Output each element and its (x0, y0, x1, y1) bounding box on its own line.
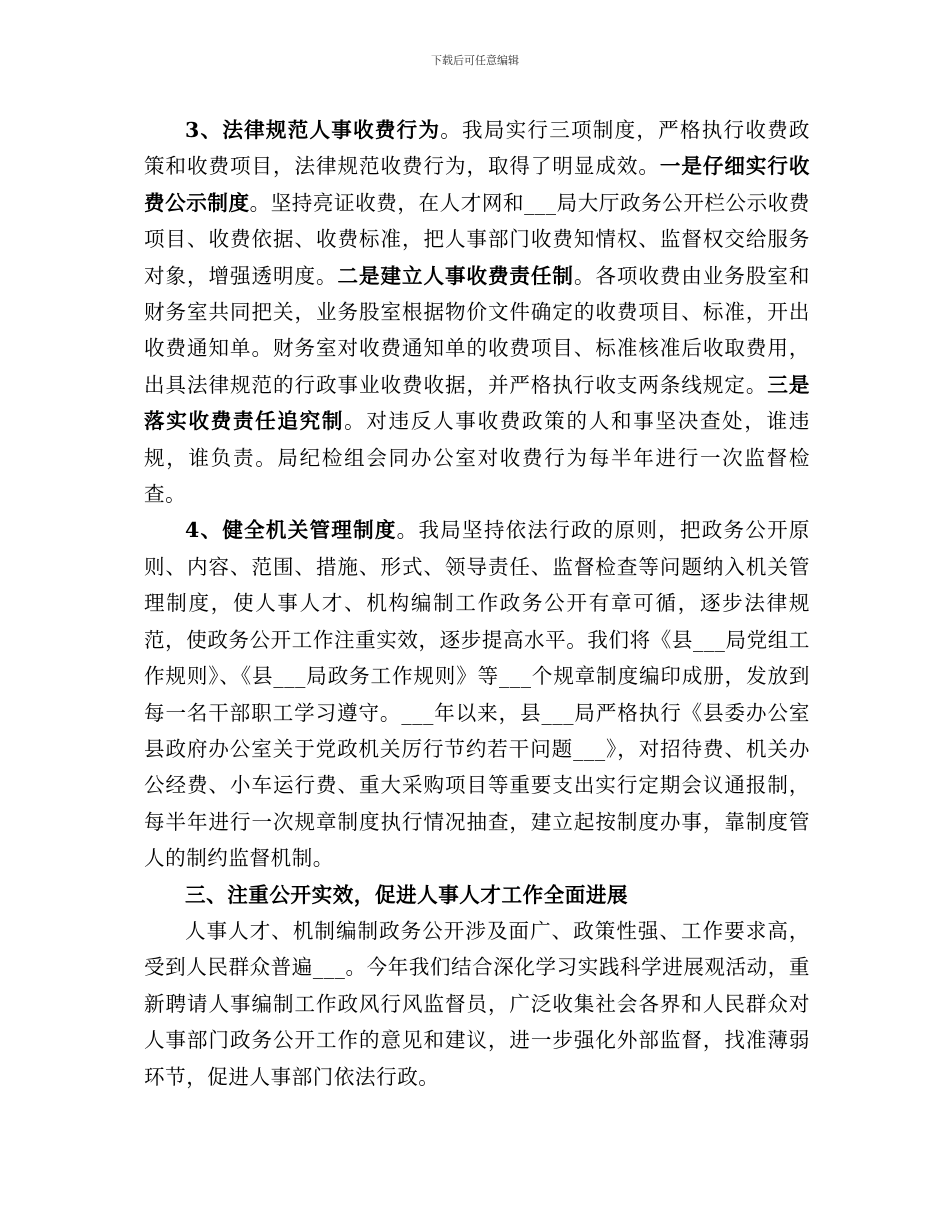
page-header: 下载后可任意编辑 (431, 54, 519, 67)
para-text: 。我局坚持依法行政的原则，把政务公开原则、内容、范围、措施、形式、领导责任、监督检查等问题纳入机关管理制度，使人事人才、机构编制工作政务公开有章可循，逐步法律规范，使政务公开工作注重实效，逐步提高水平。我们将《县___局党组工作规则》、《县___局政务工作规则》等___个规章制度编印成册，发放到每一名干部职工学习遵守。___年以来，县___局严格执行《县委办公室县政府办公室关于党政机关厉行节约若干问题___》，对招待费、机关办公经费、小车运行费、重大采购项目等重要支出实行定期会议通报制，每半年进行一次规章制度执行情况抽查，建立起按制度办事，靠制度管人的制约监督机制。 (144, 518, 810, 871)
section-heading: 三、注重公开实效，促进人事人才工作全面进展 (185, 882, 629, 907)
paragraph-fee-regulation (144, 112, 810, 512)
para-heading: 4、健全机关管理制度 (185, 518, 397, 543)
document-body (144, 112, 810, 1095)
point-heading: 三是落实收费责任追究制 (144, 372, 811, 434)
point-heading: 二是建立人事收费责任制 (337, 263, 574, 288)
para-heading: 3、法律规范人事收费行为 (185, 118, 441, 142)
paragraph-management-system (144, 512, 810, 876)
para-text: 。各项收费由业务股室和财务室共同把关，业务股室根据物价文件确定的收费项目、标准，开出收费通知单。财务室对收费通知单的收费项目、标准核准后收取费用，出具法律规范的行政事业收费收据，并严格执行收支两条线规定。 (144, 263, 810, 397)
paragraph-public-supervision: 人事人才、机制编制政务公开涉及面广、政策性强、工作要求高，受到人民群众普遍___。今年我们结合深化学习实践科学进展观活动，重新聘请人事编制工作政风行风监督员，广泛收集社会各界和人民群众对人事部门政务公开工作的意见和建议，进一步强化外部监督，找准薄弱环节，促进人事部门依法行政。 (144, 918, 810, 1089)
para-text: 。我局实行三项制度，严格执行收费政策和收费项目，法律规范收费行为，取得了明显成效。 (144, 118, 810, 179)
point-heading: 一是仔细实行收费公示制度 (144, 154, 810, 215)
para-text: 。对违反人事收费政策的人和事坚决查处，谁违规，谁负责。局纪检组会同办公室对收费行为每半年进行一次监督检查。 (144, 409, 810, 507)
para-text: 。坚持亮证收费，在人才网和___局大厅政务公开栏公示收费项目、收费依据、收费标准，把人事部门收费知情权、监督权交给服务对象，增强透明度。 (144, 190, 810, 288)
